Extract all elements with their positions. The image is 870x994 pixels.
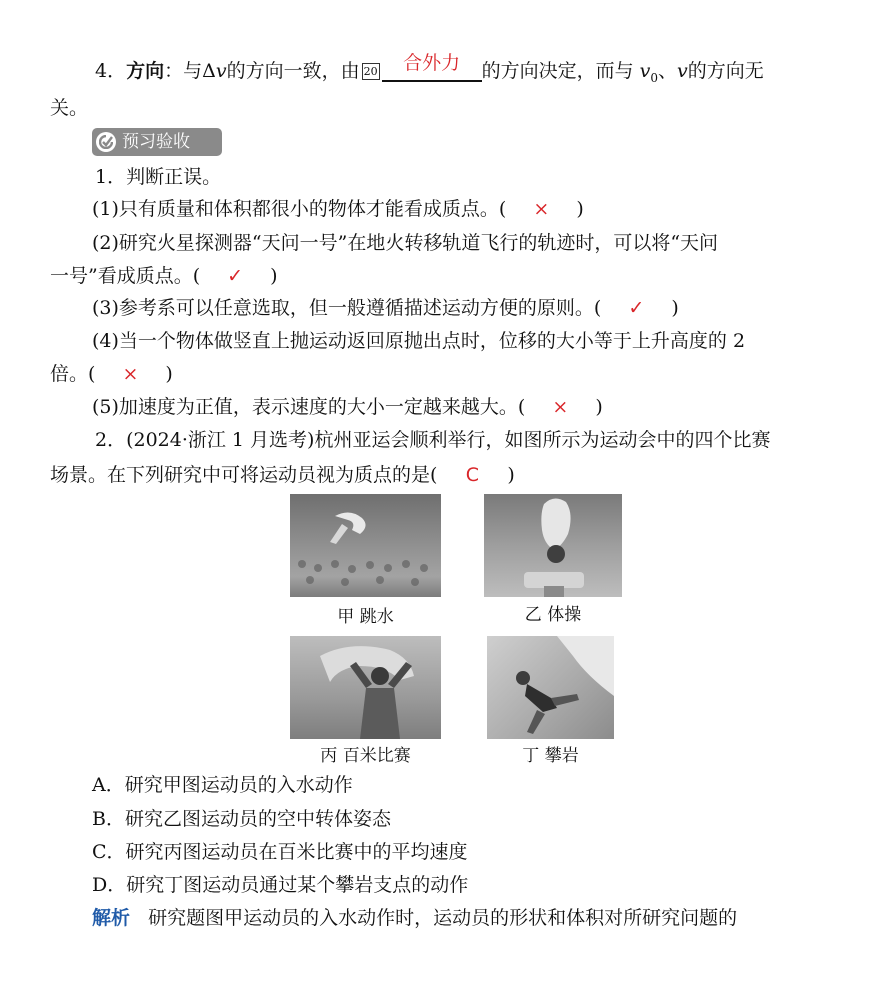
- cross-mark: ×: [122, 363, 139, 385]
- item4-label: 方向: [126, 60, 165, 82]
- item4-text-b: 的方向一致，由: [226, 60, 360, 82]
- var-v-2: v: [677, 60, 688, 82]
- check-mark: ✓: [628, 297, 645, 319]
- q1-statement-3: [92, 294, 679, 322]
- option-b: B．研究乙图运动员的空中转体姿态: [92, 808, 391, 830]
- statement-text: (1)只有质量和体积都很小的物体才能看成质点。(: [92, 198, 507, 220]
- cross-mark: ×: [533, 198, 550, 220]
- item4-text-d: 、: [658, 60, 678, 82]
- item4-text-e: 的方向无: [687, 60, 764, 82]
- photo-sprint: [290, 636, 441, 739]
- statement-text: 一号”看成质点。(: [50, 265, 201, 287]
- var-v0-subscript: 0: [650, 70, 659, 85]
- q1-statement-4-line1: (4)当一个物体做竖直上抛运动返回原抛出点时，位移的大小等于上升高度的 2: [92, 330, 746, 352]
- question-text: 场景。在下列研究中可将运动员视为质点的是(: [50, 464, 438, 486]
- close-paren: ): [576, 198, 584, 220]
- close-paren: ): [671, 297, 679, 319]
- q2-line2: [50, 461, 515, 489]
- cross-mark: ×: [552, 396, 569, 418]
- close-paren: ): [507, 464, 515, 486]
- close-paren: ): [270, 265, 278, 287]
- analysis-text: 研究题图甲运动员的入水动作时，运动员的形状和体积对所研究问题的: [148, 907, 738, 929]
- statement-text: (3)参考系可以任意选取，但一般遵循描述运动方便的原则。(: [92, 297, 602, 319]
- blank-number-box: 20: [363, 65, 378, 78]
- option-a: A．研究甲图运动员的入水动作: [92, 774, 353, 796]
- option-d: D．研究丁图运动员通过某个攀岩支点的动作: [92, 874, 469, 896]
- q1-statement-4-line2: [50, 360, 173, 388]
- item4-number: 4．: [95, 60, 127, 82]
- caption-ding: 丁 攀岩: [522, 746, 579, 766]
- caption-jia: 甲 跳水: [337, 607, 394, 627]
- photo-gymnastics: [484, 494, 622, 597]
- section-badge-label: 预习验收: [122, 132, 190, 152]
- analysis-label: 解析: [92, 907, 131, 929]
- answer-text: 合外力: [403, 52, 461, 74]
- item4-text-a: ：与Δ: [164, 60, 216, 82]
- close-paren: ): [595, 396, 603, 418]
- q1-title: 1．判断正误。: [95, 166, 222, 188]
- var-v: v: [215, 60, 227, 82]
- q1-statement-1: [92, 195, 584, 223]
- caption-yi: 乙 体操: [524, 605, 582, 625]
- q1-statement-2-line2: [50, 262, 278, 290]
- q2-line1: 2．(2024·浙江 1 月选考)杭州亚运会顺利举行，如图所示为运动会中的四个比赛: [95, 429, 771, 451]
- q1-statement-2-line1: (2)研究火星探测器“天问一号”在地火转移轨道飞行的轨迹时，可以将“天问: [92, 232, 719, 254]
- var-v0: v: [639, 60, 651, 82]
- option-c: C．研究丙图运动员在百米比赛中的平均速度: [92, 841, 468, 863]
- check-circle-icon: [96, 132, 116, 152]
- caption-bing: 丙 百米比赛: [320, 746, 411, 766]
- statement-text: 倍。(: [50, 363, 96, 385]
- section-badge: [92, 128, 222, 156]
- item4-text-c: 的方向决定，而与: [481, 60, 640, 82]
- statement-text: (5)加速度为正值，表示速度的大小一定越来越大。(: [92, 396, 526, 418]
- answer-letter: C: [465, 464, 480, 486]
- photo-diving: [290, 494, 441, 597]
- close-paren: ): [165, 363, 173, 385]
- answer-blank: [382, 52, 482, 82]
- q1-statement-5: [92, 393, 603, 421]
- photo-climbing: [487, 636, 614, 739]
- item4-line1: [95, 52, 764, 92]
- item4-line2: 关。: [50, 97, 89, 119]
- check-mark: ✓: [227, 265, 244, 287]
- analysis-line: [92, 904, 737, 932]
